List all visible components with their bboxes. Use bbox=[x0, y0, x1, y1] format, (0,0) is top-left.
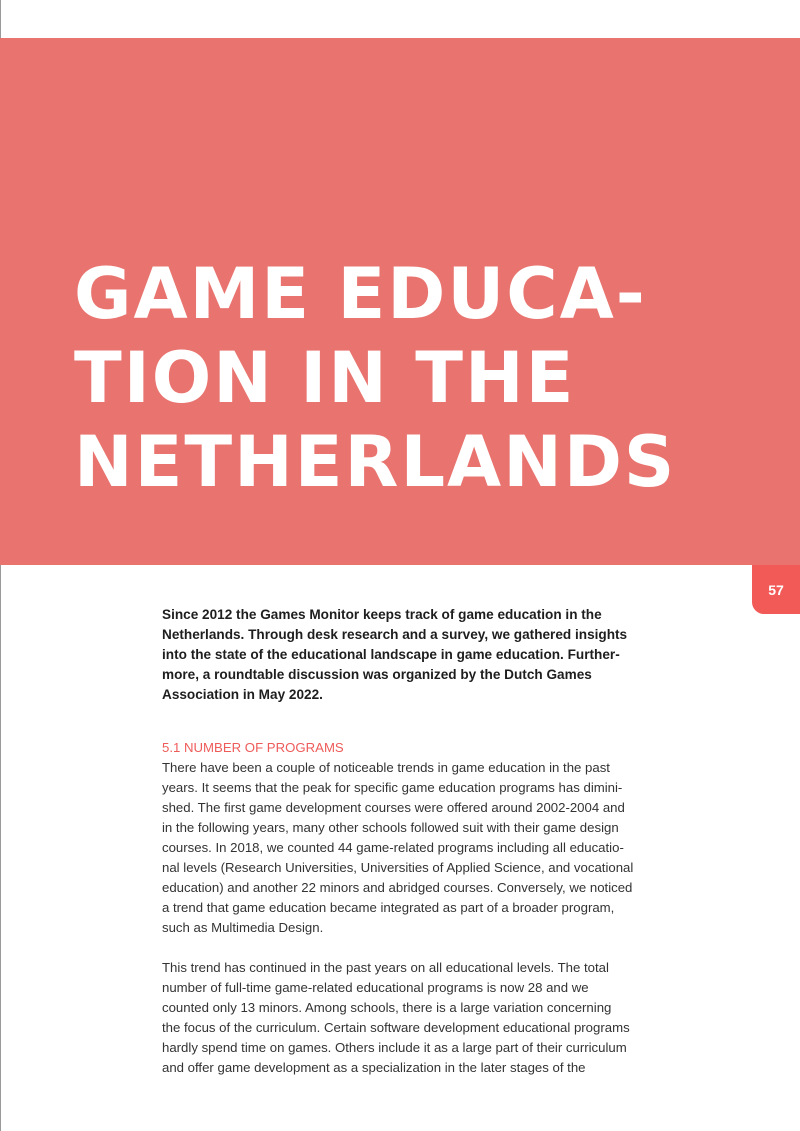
body-line: shed. The first game development courses were offered around 2002-2004 and bbox=[162, 800, 625, 815]
body-line: years. It seems that the peak for specific game education programs has dimini- bbox=[162, 780, 623, 795]
page-number: 57 bbox=[768, 581, 784, 598]
body-line: hardly spend time on games. Others include it as a large part of their curriculum bbox=[162, 1040, 627, 1055]
chapter-title-line: GAME EDUCA- bbox=[74, 253, 647, 335]
body-line: This trend has continued in the past years on all educational levels. The total bbox=[162, 960, 609, 975]
body-line: There have been a couple of noticeable trends in game education in the past bbox=[162, 760, 610, 775]
body-paragraph-2 bbox=[162, 958, 652, 1078]
body-line: nal levels (Research Universities, Universities of Applied Science, and vocational bbox=[162, 860, 634, 875]
intro-line: into the state of the educational landscape in game education. Further- bbox=[162, 647, 620, 662]
section-heading: 5.1 NUMBER OF PROGRAMS bbox=[162, 740, 344, 755]
body-line: such as Multimedia Design. bbox=[162, 920, 324, 935]
page-number-tab bbox=[752, 565, 800, 614]
intro-paragraph bbox=[162, 605, 632, 705]
body-line: in the following years, many other schools followed suit with their game design bbox=[162, 820, 619, 835]
body-paragraph-1 bbox=[162, 758, 652, 938]
body-line: education) and another 22 minors and abridged courses. Conversely, we noticed bbox=[162, 880, 633, 895]
intro-line: more, a roundtable discussion was organized by the Dutch Games bbox=[162, 667, 592, 682]
body-line: courses. In 2018, we counted 44 game-related programs including all educatio- bbox=[162, 840, 624, 855]
body-line: the focus of the curriculum. Certain software development educational programs bbox=[162, 1020, 630, 1035]
body-line: a trend that game education became integrated as part of a broader program, bbox=[162, 900, 615, 915]
intro-line: Association in May 2022. bbox=[162, 687, 323, 702]
chapter-title-line: NETHERLANDS bbox=[74, 421, 677, 503]
body-line: number of full-time game-related educational programs is now 28 and we bbox=[162, 980, 589, 995]
body-line: and offer game development as a specialization in the later stages of the bbox=[162, 1060, 586, 1075]
chapter-title-line: TION IN THE bbox=[74, 337, 576, 419]
body-line: counted only 13 minors. Among schools, there is a large variation concerning bbox=[162, 1000, 612, 1015]
intro-line: Since 2012 the Games Monitor keeps track of game education in the bbox=[162, 607, 602, 622]
chapter-title bbox=[74, 252, 774, 504]
intro-line: Netherlands. Through desk research and a survey, we gathered insights bbox=[162, 627, 628, 642]
